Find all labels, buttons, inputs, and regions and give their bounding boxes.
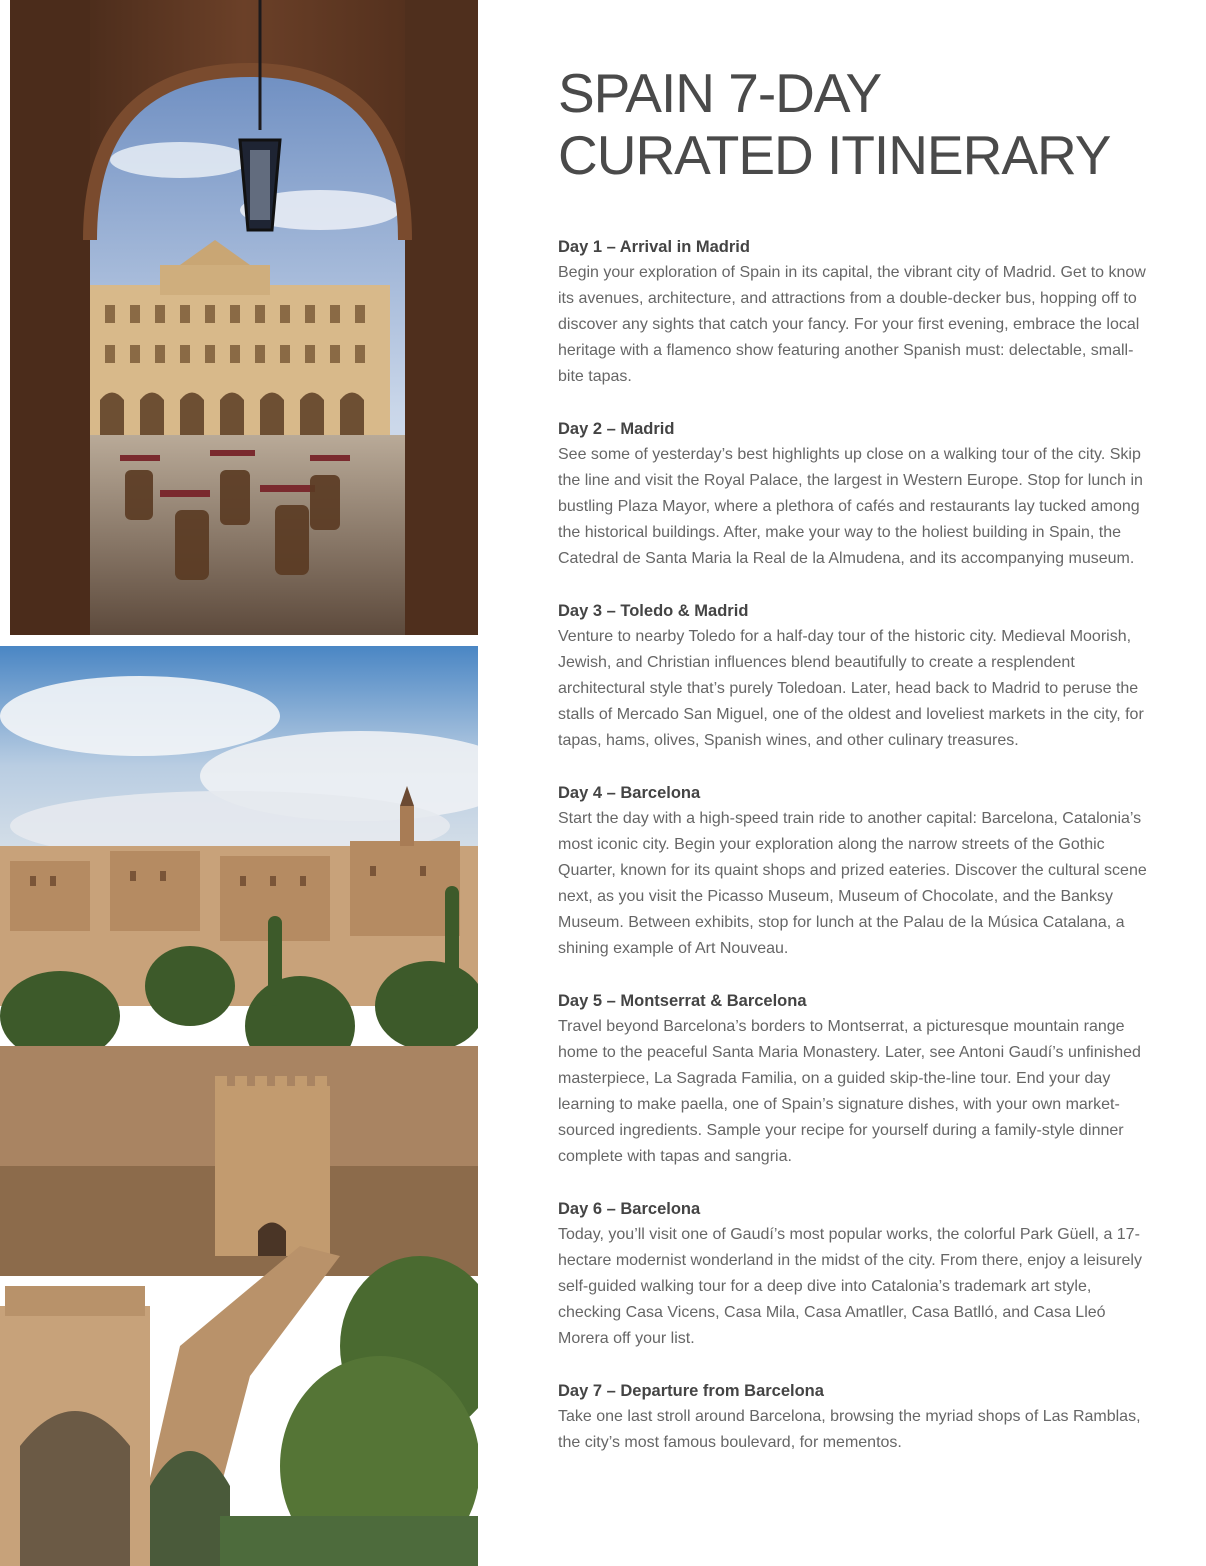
plaza-through-arch-image: [10, 0, 478, 635]
day-heading: Day 5 – Montserrat & Barcelona: [558, 992, 807, 1010]
day-description: Venture to nearby Toledo for a half-day tour of the historic city. Medieval Moorish, Jewish, and Christian influences blend beautifully to create a resplendent architectural style that’s purely Toledoan. Later, head back to Madrid to peruse the stalls of Mercado San Miguel, one of the oldest and loveliest markets in the city, for tapas, hams, olives, Spanish wines, and other culinary treasures.: [558, 628, 1144, 749]
day-description: Take one last stroll around Barcelona, browsing the myriad shops of Las Ramblas, the city’s most famous boulevard, for mementos.: [558, 1408, 1141, 1451]
itinerary-content: [558, 62, 1148, 1482]
day-heading: Day 2 – Madrid: [558, 420, 675, 438]
day-7-section: [558, 1378, 1148, 1456]
toledo-city-bridge-photo: [0, 646, 478, 1566]
day-4-section: [558, 780, 1148, 962]
day-3-section: [558, 598, 1148, 754]
toledo-city-bridge-image: [0, 646, 478, 1566]
day-5-section: [558, 988, 1148, 1170]
page-title: [558, 62, 1148, 186]
day-heading: Day 7 – Departure from Barcelona: [558, 1382, 824, 1400]
plaza-through-arch-photo: [10, 0, 478, 635]
day-description: Begin your exploration of Spain in its capital, the vibrant city of Madrid. Get to know its avenues, architecture, and attractions from a double-decker bus, hopping off to discover any sights that catch your fancy. For your first evening, embrace the local heritage with a flamenco show featuring another Spanish must: delectable, small-bite tapas.: [558, 264, 1146, 385]
day-1-section: [558, 234, 1148, 390]
day-description: Travel beyond Barcelona’s borders to Montserrat, a picturesque mountain range home to the peaceful Santa Maria Monastery. Later, see Antoni Gaudí’s unfinished masterpiece, La Sagrada Familia, on a guided skip-the-line tour. End your day learning to make paella, one of Spain’s signature dishes, with your own market-sourced ingredients. Sample your recipe for yourself during a family-style dinner complete with tapas and sangria.: [558, 1018, 1141, 1165]
day-description: See some of yesterday’s best highlights up close on a walking tour of the city. Skip the line and visit the Royal Palace, the largest in Western Europe. Stop for lunch in bustling Plaza Mayor, where a plethora of cafés and restaurants lay tucked among the historical buildings. After, make your way to the holiest building in Spain, the Catedral de Santa Maria la Real de la Almudena, and its accompanying museum.: [558, 446, 1143, 567]
title-line-2: CURATED ITINERARY: [558, 124, 1111, 186]
day-heading: Day 3 – Toledo & Madrid: [558, 602, 749, 620]
day-2-section: [558, 416, 1148, 572]
day-description: Start the day with a high-speed train ride to another capital: Barcelona, Catalonia’s most iconic city. Begin your exploration along the narrow streets of the Gothic Quarter, known for its quaint shops and prized eateries. Discover the cultural scene next, as you visit the Picasso Museum, Museum of Chocolate, and the Banksy Museum. Between exhibits, stop for lunch at the Palau de la Música Catalana, a shining example of Art Nouveau.: [558, 810, 1147, 957]
day-6-section: [558, 1196, 1148, 1352]
title-line-1: SPAIN 7-DAY: [558, 62, 882, 124]
day-heading: Day 6 – Barcelona: [558, 1200, 701, 1218]
day-heading: Day 4 – Barcelona: [558, 784, 701, 802]
day-heading: Day 1 – Arrival in Madrid: [558, 238, 750, 256]
day-description: Today, you’ll visit one of Gaudí’s most popular works, the colorful Park Güell, a 17-hectare modernist wonderland in the midst of the city. From there, enjoy a leisurely self-guided walking tour for a deep dive into Catalonia’s trademark art style, checking Casa Vicens, Casa Mila, Casa Amatller, Casa Batlló, and Casa Lleó Morera off your list.: [558, 1226, 1142, 1347]
